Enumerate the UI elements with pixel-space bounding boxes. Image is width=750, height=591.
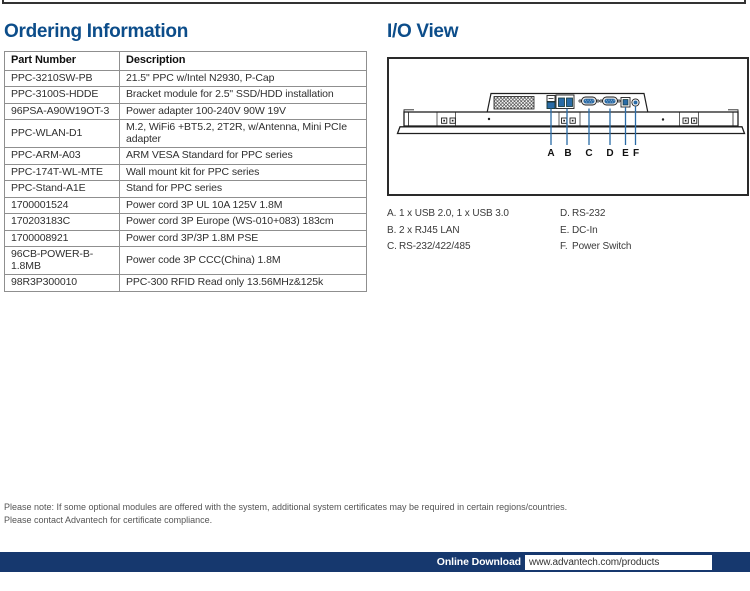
- part-number-cell: 96CB-POWER-B-1.8MB: [5, 247, 120, 275]
- dc-in-jack-icon: [621, 98, 630, 108]
- description-cell: Bracket module for 2.5" SSD/HDD installation: [120, 87, 367, 104]
- description-cell: Power cord 3P Europe (WS-010+083) 183cm: [120, 214, 367, 231]
- table-row: [5, 247, 367, 275]
- table-header-row: [5, 52, 367, 71]
- port-label-b: B: [564, 148, 572, 159]
- legend-item-b: B. 2 x RJ45 LAN: [387, 224, 460, 236]
- table-row: [5, 197, 367, 214]
- part-number-cell: PPC-3100S-HDDE: [5, 87, 120, 104]
- part-number-cell: 98R3P300010: [5, 275, 120, 292]
- part-number-cell: PPC-Stand-A1E: [5, 181, 120, 198]
- part-number-cell: 170203183C: [5, 214, 120, 231]
- table-row: [5, 87, 367, 104]
- table-row: [5, 214, 367, 231]
- port-letter-labels: [547, 148, 639, 159]
- usb-port-icon: [547, 96, 555, 109]
- table-row: [5, 120, 367, 148]
- description-cell: Power cord 3P UL 10A 125V 1.8M: [120, 197, 367, 214]
- description-cell: Power adapter 100-240V 90W 19V: [120, 103, 367, 120]
- part-number-cell: 96PSA-A90W19OT-3: [5, 103, 120, 120]
- panel-body: [398, 110, 745, 134]
- port-label-e: E: [622, 148, 629, 159]
- download-url-link[interactable]: www.advantech.com/products: [525, 555, 712, 570]
- part-number-header: Part Number: [5, 52, 120, 71]
- io-diagram-box: [387, 57, 749, 196]
- io-view-title: I/O View: [387, 21, 459, 42]
- part-number-cell: 1700001524: [5, 197, 120, 214]
- legend-item-f: F. Power Switch: [560, 241, 632, 252]
- compliance-note: [4, 501, 749, 526]
- note-line-2: Please contact Advantech for certificate compliance.: [4, 514, 213, 525]
- part-number-cell: PPC-174T-WL-MTE: [5, 164, 120, 181]
- online-download-bar: [0, 552, 750, 572]
- legend-item-e: E. DC-In: [560, 224, 598, 236]
- description-cell: Stand for PPC series: [120, 181, 367, 198]
- table-row: [5, 230, 367, 247]
- description-cell: Wall mount kit for PPC series: [120, 164, 367, 181]
- rj45-lan-port-icon: [556, 95, 574, 109]
- legend-item-c: C. RS-232/422/485: [387, 241, 471, 252]
- legend-item-d: D. RS-232: [560, 208, 606, 219]
- port-label-d: D: [606, 148, 614, 159]
- table-row: [5, 181, 367, 198]
- description-cell: Power cord 3P/3P 1.8M PSE: [120, 230, 367, 247]
- ordering-information-section: [4, 21, 368, 292]
- port-label-f: F: [632, 148, 640, 159]
- front-bezel: [398, 127, 745, 134]
- port-label-c: C: [585, 148, 593, 159]
- io-diagram: [389, 59, 747, 194]
- description-cell: M.2, WiFi6 +BT5.2, 2T2R, w/Antenna, Mini PCIe adapter: [120, 120, 367, 148]
- vent-grille: [494, 97, 534, 110]
- io-view-section: [387, 21, 749, 256]
- description-cell: PPC-300 RFID Read only 13.56MHz&125k: [120, 275, 367, 292]
- table-row: [5, 164, 367, 181]
- description-header: Description: [120, 52, 367, 71]
- description-cell: 21.5" PPC w/Intel N2930, P-Cap: [120, 70, 367, 87]
- part-number-cell: PPC-WLAN-D1: [5, 120, 120, 148]
- table-row: [5, 148, 367, 165]
- online-download-label: Online Download: [436, 556, 521, 568]
- table-row: [5, 103, 367, 120]
- ordering-information-title: Ordering Information: [4, 21, 189, 42]
- table-row: [5, 70, 367, 87]
- part-number-cell: PPC-ARM-A03: [5, 148, 120, 165]
- legend-item-a: A. 1 x USB 2.0, 1 x USB 3.0: [387, 208, 509, 219]
- note-line-1: Please note: If some optional modules are offered with the system, additional system certificates may be required in certain regions/countries.: [4, 502, 568, 512]
- power-switch-icon: [632, 99, 639, 106]
- part-number-cell: 1700008921: [5, 230, 120, 247]
- table-row: [5, 275, 367, 292]
- previous-section-box-edge: [2, 0, 746, 4]
- ordering-table: [4, 51, 367, 292]
- part-number-cell: PPC-3210SW-PB: [5, 70, 120, 87]
- description-cell: Power code 3P CCC(China) 1.8M: [120, 247, 367, 275]
- description-cell: ARM VESA Standard for PPC series: [120, 148, 367, 165]
- port-label-a: A: [547, 148, 555, 159]
- io-legend: [387, 206, 749, 256]
